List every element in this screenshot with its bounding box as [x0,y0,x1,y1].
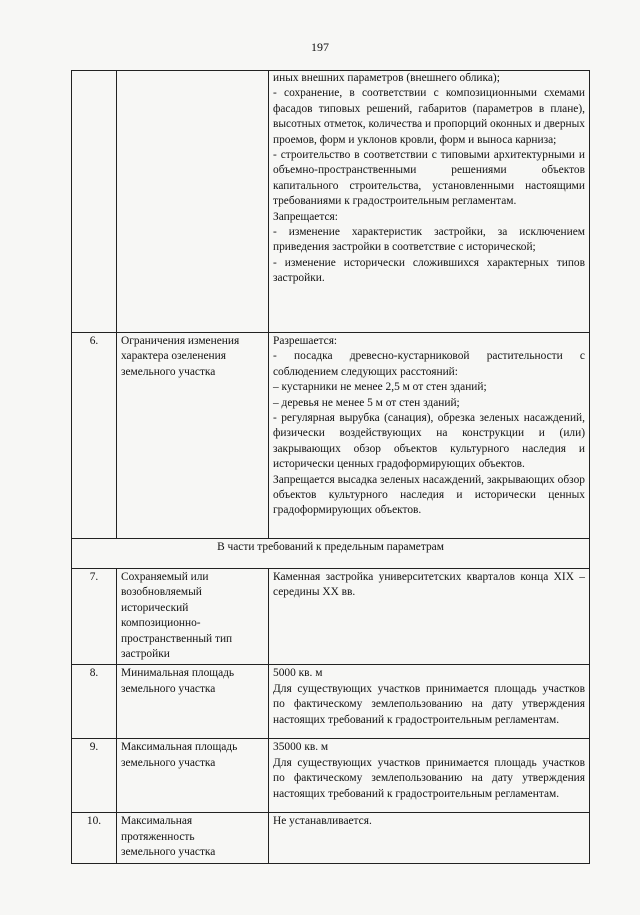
parameter-name-line: исторический [121,601,189,614]
table-row [72,813,590,863]
row-description [269,71,590,333]
description-paragraph: Для существующих участков принимается площадь участков по фактическому землепользованию на дату утверждения настоящих требований к градостроительным регламентам. [273,756,585,800]
row-parameter-name [117,739,269,813]
description-paragraph: Запрещается высадка зеленых насаждений, закрывающих обзор объектов культурного наследия и исторически ценных градоформирующих объектов. [273,473,585,517]
description-paragraph: Для существующих участков принимается площадь участков по фактическому землепользованию на дату утверждения настоящих требований к градостроительным регламентам. [273,682,585,726]
row-number: 10. [72,813,117,863]
description-paragraph: - сохранение, в соответствии с композиционными схемами фасадов типовых решений, габаритов (параметров в плане), высотных отметок, количества и пропорций оконных и дверных проемов, форм и уклонов кровли, форм и выноса карниза; [273,87,585,146]
parameter-name-line: Минимальная площадь [121,667,235,680]
row-parameter-name [117,569,269,665]
parameter-name-line: земельного участка [121,756,216,769]
row-number: 8. [72,665,117,739]
row-number [72,71,117,333]
row-number: 7. [72,569,117,665]
description-paragraph: 35000 кв. м [273,741,329,754]
page-number: 197 [311,40,329,54]
parameter-name-line: характера озеленения [121,350,226,363]
table-row [72,569,590,665]
table-row [72,71,590,333]
row-parameter-name [117,333,269,539]
row-description [269,665,590,739]
parameter-name-line: протяженность [121,830,195,843]
description-paragraph: - строительство в соответствии с типовыми архитектурными и объемно-пространственными решениями объектов капитального строительства, установленными настоящими требованиями к градостроительным регламентам. [273,149,585,208]
row-description [269,813,590,863]
parameter-name-line: застройки [121,648,170,661]
description-paragraph: иных внешних параметров (внешнего облика); [273,72,500,84]
description-paragraph: Запрещается: [273,210,338,223]
description-paragraph: Разрешается: [273,335,338,347]
parameter-name-line: Максимальная площадь [121,741,238,754]
description-paragraph: - изменение характеристик застройки, за исключением приведения застройки в соответствие с исторической; [273,226,585,254]
row-parameter-name [117,813,269,863]
description-paragraph: – кустарники не менее 2,5 м от стен зданий; [273,381,487,394]
parameter-name-line: Максимальная [121,815,193,828]
row-parameter-name [117,71,269,333]
parameter-name-line: земельного участка [121,365,216,378]
description-paragraph: – деревья не менее 5 м от стен зданий; [273,396,460,409]
parameter-name-line: возобновляемый [121,586,202,599]
row-description [269,569,590,665]
description-paragraph: - регулярная вырубка (санация), обрезка зеленых насаждений, физически воздействующих на конструкции и (или) закрывающих обзор объектов культурного наследия и исторически ценных градоформирующих объектов. [273,412,585,471]
row-description [269,739,590,813]
parameter-name-line: Ограничения изменения [121,335,240,347]
description-paragraph: Не устанавливается. [273,815,372,828]
section-heading: В части требований к предельным параметрам [72,539,590,569]
parameter-name-line: пространственный тип [121,632,233,645]
parameter-name-line: композиционно- [121,617,201,630]
description-paragraph: 5000 кв. м [273,667,323,680]
row-description [269,333,590,539]
table-row [72,333,590,539]
row-number: 6. [72,333,117,539]
description-paragraph: Каменная застройка университетских кварталов конца XIX – середины XX вв. [273,571,585,599]
table-row [72,739,590,813]
parameter-name-line: Сохраняемый или [121,571,209,583]
parameter-name-line: земельного участка [121,846,216,859]
section-heading-row [72,539,590,569]
description-paragraph: - посадка древесно-кустарниковой растительности с соблюдением следующих расстояний: [273,350,585,378]
row-number: 9. [72,739,117,813]
row-parameter-name [117,665,269,739]
description-paragraph: - изменение исторически сложившихся характерных типов застройки. [273,256,585,285]
requirements-table [71,70,590,864]
table-row [72,665,590,739]
parameter-name-line: земельного участка [121,682,216,695]
